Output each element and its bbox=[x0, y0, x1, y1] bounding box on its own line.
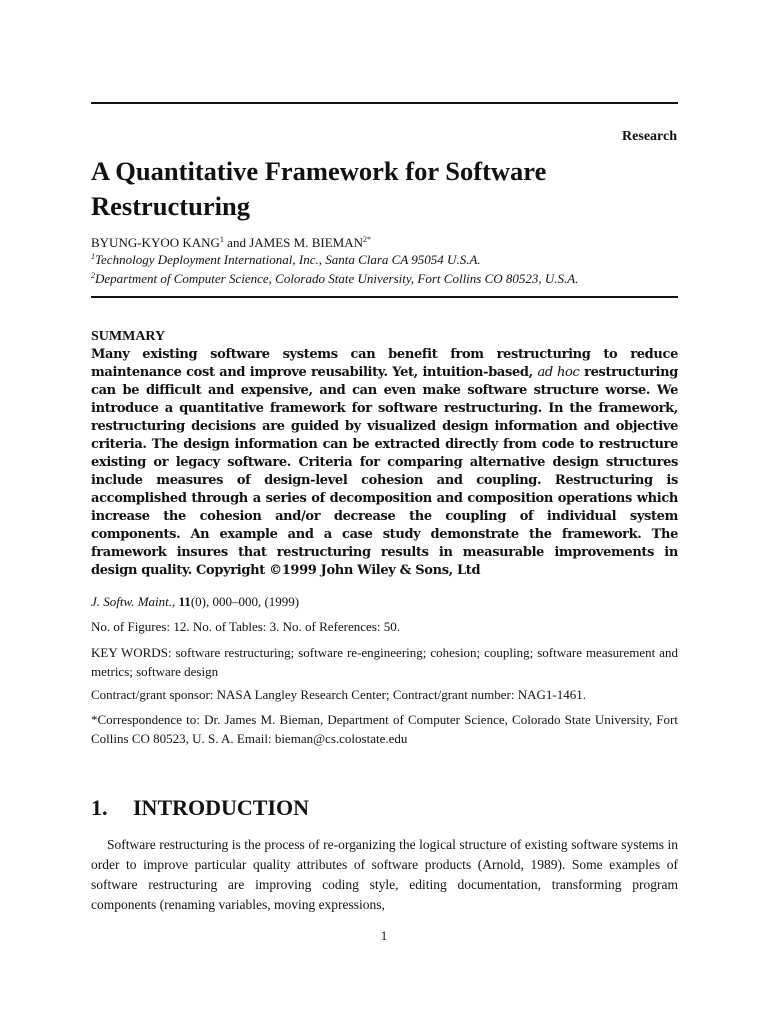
affiliation bbox=[91, 271, 579, 287]
affiliation-text: Technology Deployment International, Inc., Santa Clara CA 95054 U.S.A. bbox=[95, 252, 481, 267]
summary-heading: SUMMARY bbox=[91, 329, 166, 344]
journal-name: J. Softw. Maint. bbox=[91, 594, 173, 609]
journal-citation: J. Softw. Maint., 11(0), 000–000, (1999) bbox=[91, 594, 300, 609]
summary-text bbox=[91, 346, 678, 580]
affiliation-text: Department of Computer Science, Colorado State University, Fort Collins CO 80523, U.S.A. bbox=[95, 271, 579, 286]
header-bottom-rule bbox=[91, 296, 678, 298]
section-label: Research bbox=[622, 129, 677, 144]
section-heading bbox=[91, 795, 309, 821]
intro-paragraph: Software restructuring is the process of re-organizing the logical structure of existing software systems in order to improve particular quality attributes of software products (Arnold, 1989). Some examples of software restructuring are improving coding style, editing documentation, transforming program components (renaming variables, moving expressions, bbox=[91, 837, 678, 912]
author-name: BYUNG-KYOO KANG bbox=[91, 235, 220, 250]
affiliation-mark: 2 bbox=[91, 271, 95, 280]
author-name: JAMES M. BIEMAN bbox=[249, 235, 363, 250]
summary-block bbox=[91, 328, 678, 580]
affiliation-mark: 1 bbox=[91, 252, 95, 261]
keywords: KEY WORDS: software restructuring; software re-engineering; cohesion; coupling; software measurement and metrics; software design bbox=[91, 645, 678, 679]
paper-title: A Quantitative Framework for Software Restructuring bbox=[91, 156, 547, 221]
page-number: 1 bbox=[380, 928, 388, 943]
correspondence: *Correspondence to: Dr. James M. Bieman, Department of Computer Science, Colorado State University, Fort Collins CO 80523, U. S. A. Email: bieman@cs.colostate.edu bbox=[91, 712, 678, 746]
top-rule bbox=[91, 102, 678, 104]
summary-text-part: restructuring can be difficult and expensive, and can even make software structure worse. We introduce a quantitative framework for software restructuring. In the framework, restructuring decisions are guided by visualized design information and objective criteria. The design information can be extracted directly from code to restructure existing or legacy software. Criteria for comparing alternative design structures include measures of design-level cohesion and coupling. Restructuring is accomplished through a series of decomposition and composition operations which increase the cohesion and/or decrease the coupling of individual system components. An example and a case study demonstrate the framework. The framework insures that restructuring results in measurable improvements in design quality. Copyright ©1999 John Wiley & Sons, Ltd bbox=[91, 365, 678, 578]
journal-volume: 11 bbox=[178, 594, 191, 609]
summary-text-part: Many existing software systems can benefit from restructuring to reduce maintenance cost and improve reusability. Yet, intuition-based, bbox=[91, 347, 678, 380]
summary-emphasis: ad hoc bbox=[537, 365, 580, 380]
author-conjunction: and bbox=[227, 235, 246, 250]
affiliation-mark: 2* bbox=[362, 235, 371, 244]
section-title: INTRODUCTION bbox=[133, 795, 310, 820]
affiliation bbox=[91, 252, 481, 268]
figure-table-counts: No. of Figures: 12. No. of Tables: 3. No. of References: 50. bbox=[91, 619, 400, 634]
affiliation-mark: 1 bbox=[219, 235, 224, 244]
journal-details: (0), 000–000, (1999) bbox=[190, 594, 300, 609]
author-line bbox=[91, 235, 371, 251]
section-number: 1. bbox=[91, 795, 108, 820]
grant-sponsor: Contract/grant sponsor: NASA Langley Research Center; Contract/grant number: NAG1-1461. bbox=[91, 687, 586, 702]
